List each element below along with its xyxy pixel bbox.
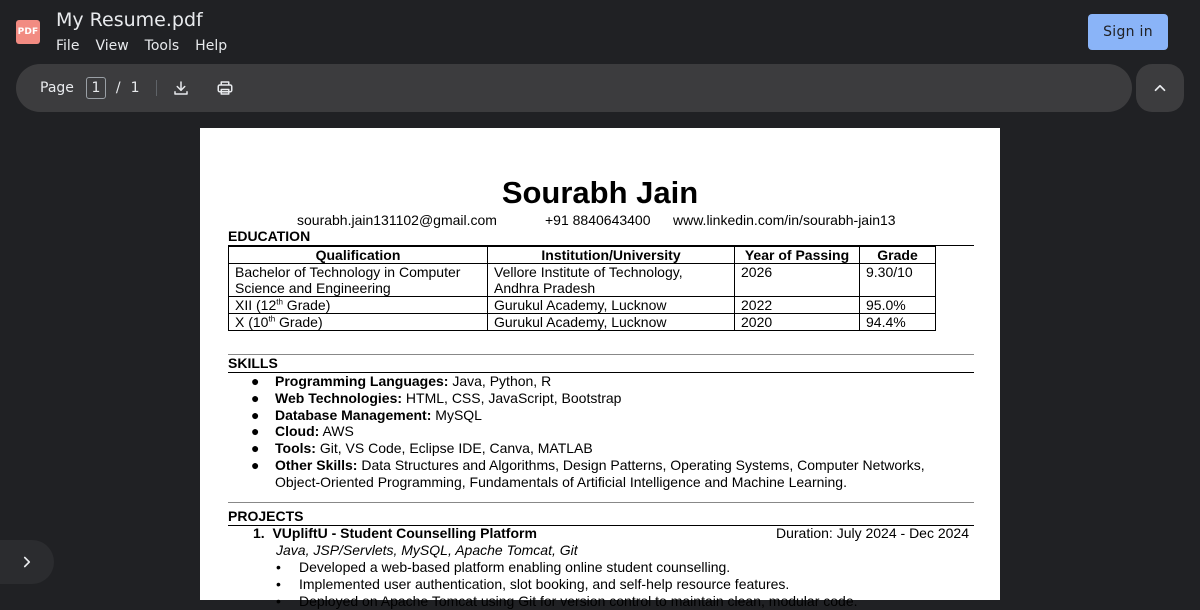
skills-heading: SKILLS (228, 355, 278, 371)
column-header: Qualification (229, 247, 488, 264)
menu-file[interactable]: File (56, 38, 80, 54)
project-tech-stack: Java, JSP/Servlets, MySQL, Apache Tomcat, Git (276, 542, 578, 558)
menu-help[interactable]: Help (195, 38, 228, 54)
resume-phone: +91 8840643400 (545, 212, 651, 228)
collapse-toolbar-button[interactable] (1136, 64, 1184, 112)
table-cell: 9.30/10 (860, 264, 936, 297)
list-item (228, 407, 968, 424)
total-pages: 1 (130, 80, 140, 96)
print-icon (216, 79, 234, 97)
cell-text: Grade) (275, 314, 323, 330)
superscript: th (276, 297, 283, 307)
skills-top-rule (228, 354, 974, 355)
table-cell: Gurukul Academy, Lucknow (488, 297, 735, 314)
list-item (228, 457, 968, 491)
skill-value: Data Structures and Algorithms, Design Patterns, Operating Systems, Computer Networks, Object-Oriented Programming, Fundamentals of Artificial Intelligence and Machine Learning. (275, 456, 925, 490)
list-item (228, 390, 968, 407)
menu-tools[interactable]: Tools (144, 38, 180, 54)
education-heading: EDUCATION (228, 228, 311, 244)
cell-line: Vellore Institute of Technology, (494, 264, 683, 280)
table-cell (229, 297, 488, 314)
list-item (228, 373, 968, 390)
cell-text: Grade) (282, 297, 331, 313)
projects-top-rule (228, 502, 974, 503)
skill-value: AWS (319, 423, 354, 440)
menu-view[interactable]: View (95, 38, 129, 54)
table-cell: 95.0% (860, 297, 936, 314)
sign-in-button[interactable]: Sign in (1088, 14, 1168, 50)
superscript: th (268, 314, 276, 324)
skill-label: Tools: (275, 440, 316, 457)
pdf-file-icon: PDF (16, 20, 40, 44)
table-header-row (229, 247, 936, 264)
toolbar-divider (156, 80, 157, 96)
cell-line: Bachelor of Technology in Computer (235, 264, 461, 280)
skill-label: Web Technologies: (275, 389, 403, 406)
list-item (253, 559, 858, 576)
skill-value: Git, VS Code, Eclipse IDE, Canva, MATLAB (315, 440, 593, 457)
project-title (253, 525, 537, 541)
cell-line: Science and Engineering (235, 280, 391, 296)
table-cell: 2022 (735, 297, 860, 314)
education-table (228, 246, 936, 331)
page-separator: / (115, 80, 121, 96)
cell-line: Andhra Pradesh (494, 280, 596, 296)
list-item (253, 593, 858, 610)
document-title[interactable]: My Resume.pdf (56, 9, 203, 31)
table-cell: 2020 (735, 314, 860, 331)
list-item (253, 576, 858, 593)
cell-text: X (10 (235, 314, 269, 330)
bullet: ● (251, 440, 260, 457)
table-cell (229, 264, 488, 297)
skill-label: Programming Languages: (275, 373, 449, 389)
pdf-page (200, 128, 1000, 609)
bullet: • (276, 559, 281, 575)
bullet: ● (251, 456, 260, 473)
menu-bar (48, 36, 235, 56)
skill-label: Cloud: (275, 423, 320, 440)
chevron-up-icon (1151, 79, 1169, 97)
bullet: ● (251, 389, 260, 406)
download-icon (172, 79, 190, 97)
bullet-text: Implemented user authentication, slot booking, and self-help resource features. (299, 576, 790, 592)
projects-heading: PROJECTS (228, 508, 304, 524)
column-header: Grade (860, 247, 936, 264)
download-button[interactable] (165, 72, 197, 104)
table-row (229, 314, 936, 331)
resume-linkedin: www.linkedin.com/in/sourabh-jain13 (673, 212, 896, 228)
list-item (228, 423, 968, 440)
table-row (229, 264, 936, 297)
pdf-toolbar (16, 64, 1132, 112)
bullet: • (276, 576, 281, 592)
table-cell: 94.4% (860, 314, 936, 331)
bullet: ● (251, 423, 260, 440)
bullet: ● (251, 406, 260, 423)
table-cell (488, 264, 735, 297)
resume-name: Sourabh Jain (501, 175, 699, 210)
bullet: • (276, 593, 281, 609)
skill-label: Database Management: (275, 406, 432, 423)
list-item (228, 440, 968, 457)
table-row (229, 297, 936, 314)
skill-value: Java, Python, R (448, 373, 552, 389)
chevron-right-icon (18, 553, 36, 571)
resume-email: sourabh.jain131102@gmail.com (297, 212, 497, 228)
bullet-text: Deployed on Apache Tomcat using Git for version control to maintain clean, modular code. (299, 593, 858, 609)
skill-label: Other Skills: (275, 456, 358, 473)
page-number-input[interactable] (86, 77, 106, 99)
sidebar-toggle-button[interactable] (0, 540, 54, 584)
table-cell: 2026 (735, 264, 860, 297)
page-label: Page (40, 80, 74, 96)
bullet: ● (251, 373, 260, 389)
column-header: Year of Passing (735, 247, 860, 264)
cell-text: XII (12 (235, 297, 277, 313)
table-cell (229, 314, 488, 331)
project-bullets (253, 559, 858, 610)
project-number: 1. (253, 525, 265, 541)
column-header: Institution/University (488, 247, 735, 264)
project-duration: Duration: July 2024 - Dec 2024 (776, 525, 969, 541)
table-cell: Gurukul Academy, Lucknow (488, 314, 735, 331)
skills-list (228, 373, 968, 491)
skill-value: MySQL (431, 406, 482, 423)
bullet-text: Developed a web-based platform enabling online student counselling. (299, 559, 731, 575)
print-button[interactable] (209, 72, 241, 104)
project-name: VUpliftU - Student Counselling Platform (272, 525, 537, 541)
skill-value: HTML, CSS, JavaScript, Bootstrap (402, 389, 622, 406)
